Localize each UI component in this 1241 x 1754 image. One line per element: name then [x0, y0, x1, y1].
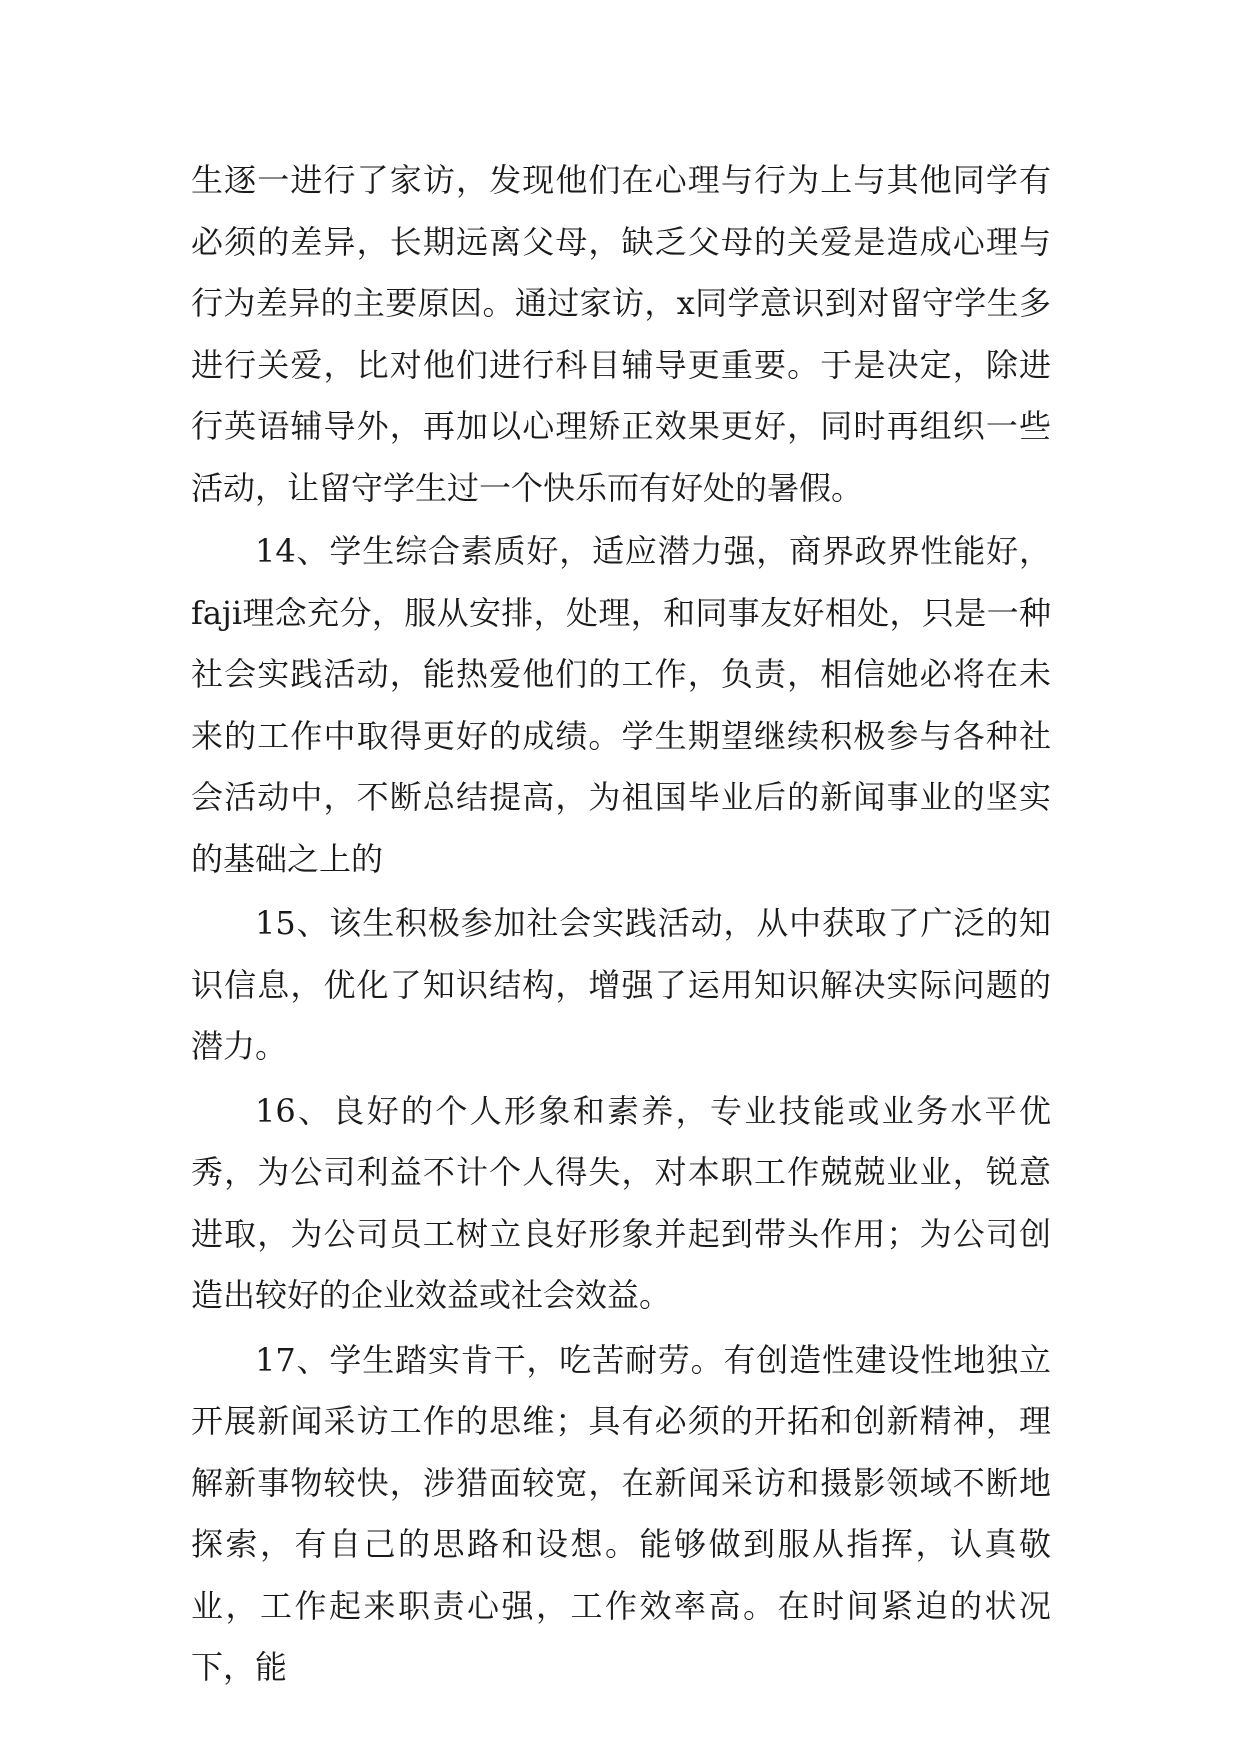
paragraph-15: 15、该生积极参加社会实践活动，从中获取了广泛的知识信息，优化了知识结构，增强了运用知识解决实际问题的潜力。	[191, 904, 1051, 1065]
paragraph-16: 16、良好的个人形象和素养，专业技能或业务水平优秀，为公司利益不计个人得失，对本职工作兢兢业业，锐意进取，为公司员工树立良好形象并起到带头作用；为公司创造出较好的企业效益或社会效益。	[191, 1091, 1051, 1314]
paragraph-17: 17、学生踏实肯干，吃苦耐劳。有创造性建设性地独立开展新闻采访工作的思维；具有必须的开拓和创新精神，理解新事物较快，涉猎面较宽，在新闻采访和摄影领域不断地探索，有自己的思路和设想。能够做到服从指挥，认真敬业，工作起来职责心强，工作效率高。在时间紧迫的状况下，能	[191, 1340, 1051, 1686]
document-page	[191, 150, 1051, 1699]
paragraph-14: 14、学生综合素质好，适应潜力强，商界政界性能好，faji理念充分，服从安排，处理，和同事友好相处，只是一种社会实践活动，能热爱他们的工作，负责，相信她必将在未来的工作中取得更好的成绩。学生期望继续积极参与各种社会活动中，不断总结提高，为祖国毕业后的新闻事业的坚实的基础之上的	[191, 532, 1051, 878]
paragraph-continued: 生逐一进行了家访，发现他们在心理与行为上与其他同学有必须的差异，长期远离父母，缺乏父母的关爱是造成心理与行为差异的主要原因。通过家访，x同学意识到对留守学生多进行关爱，比对他们进行科目辅导更重要。于是决定，除进行英语辅导外，再加以心理矫正效果更好，同时再组织一些活动，让留守学生过一个快乐而有好处的暑假。	[191, 161, 1051, 507]
